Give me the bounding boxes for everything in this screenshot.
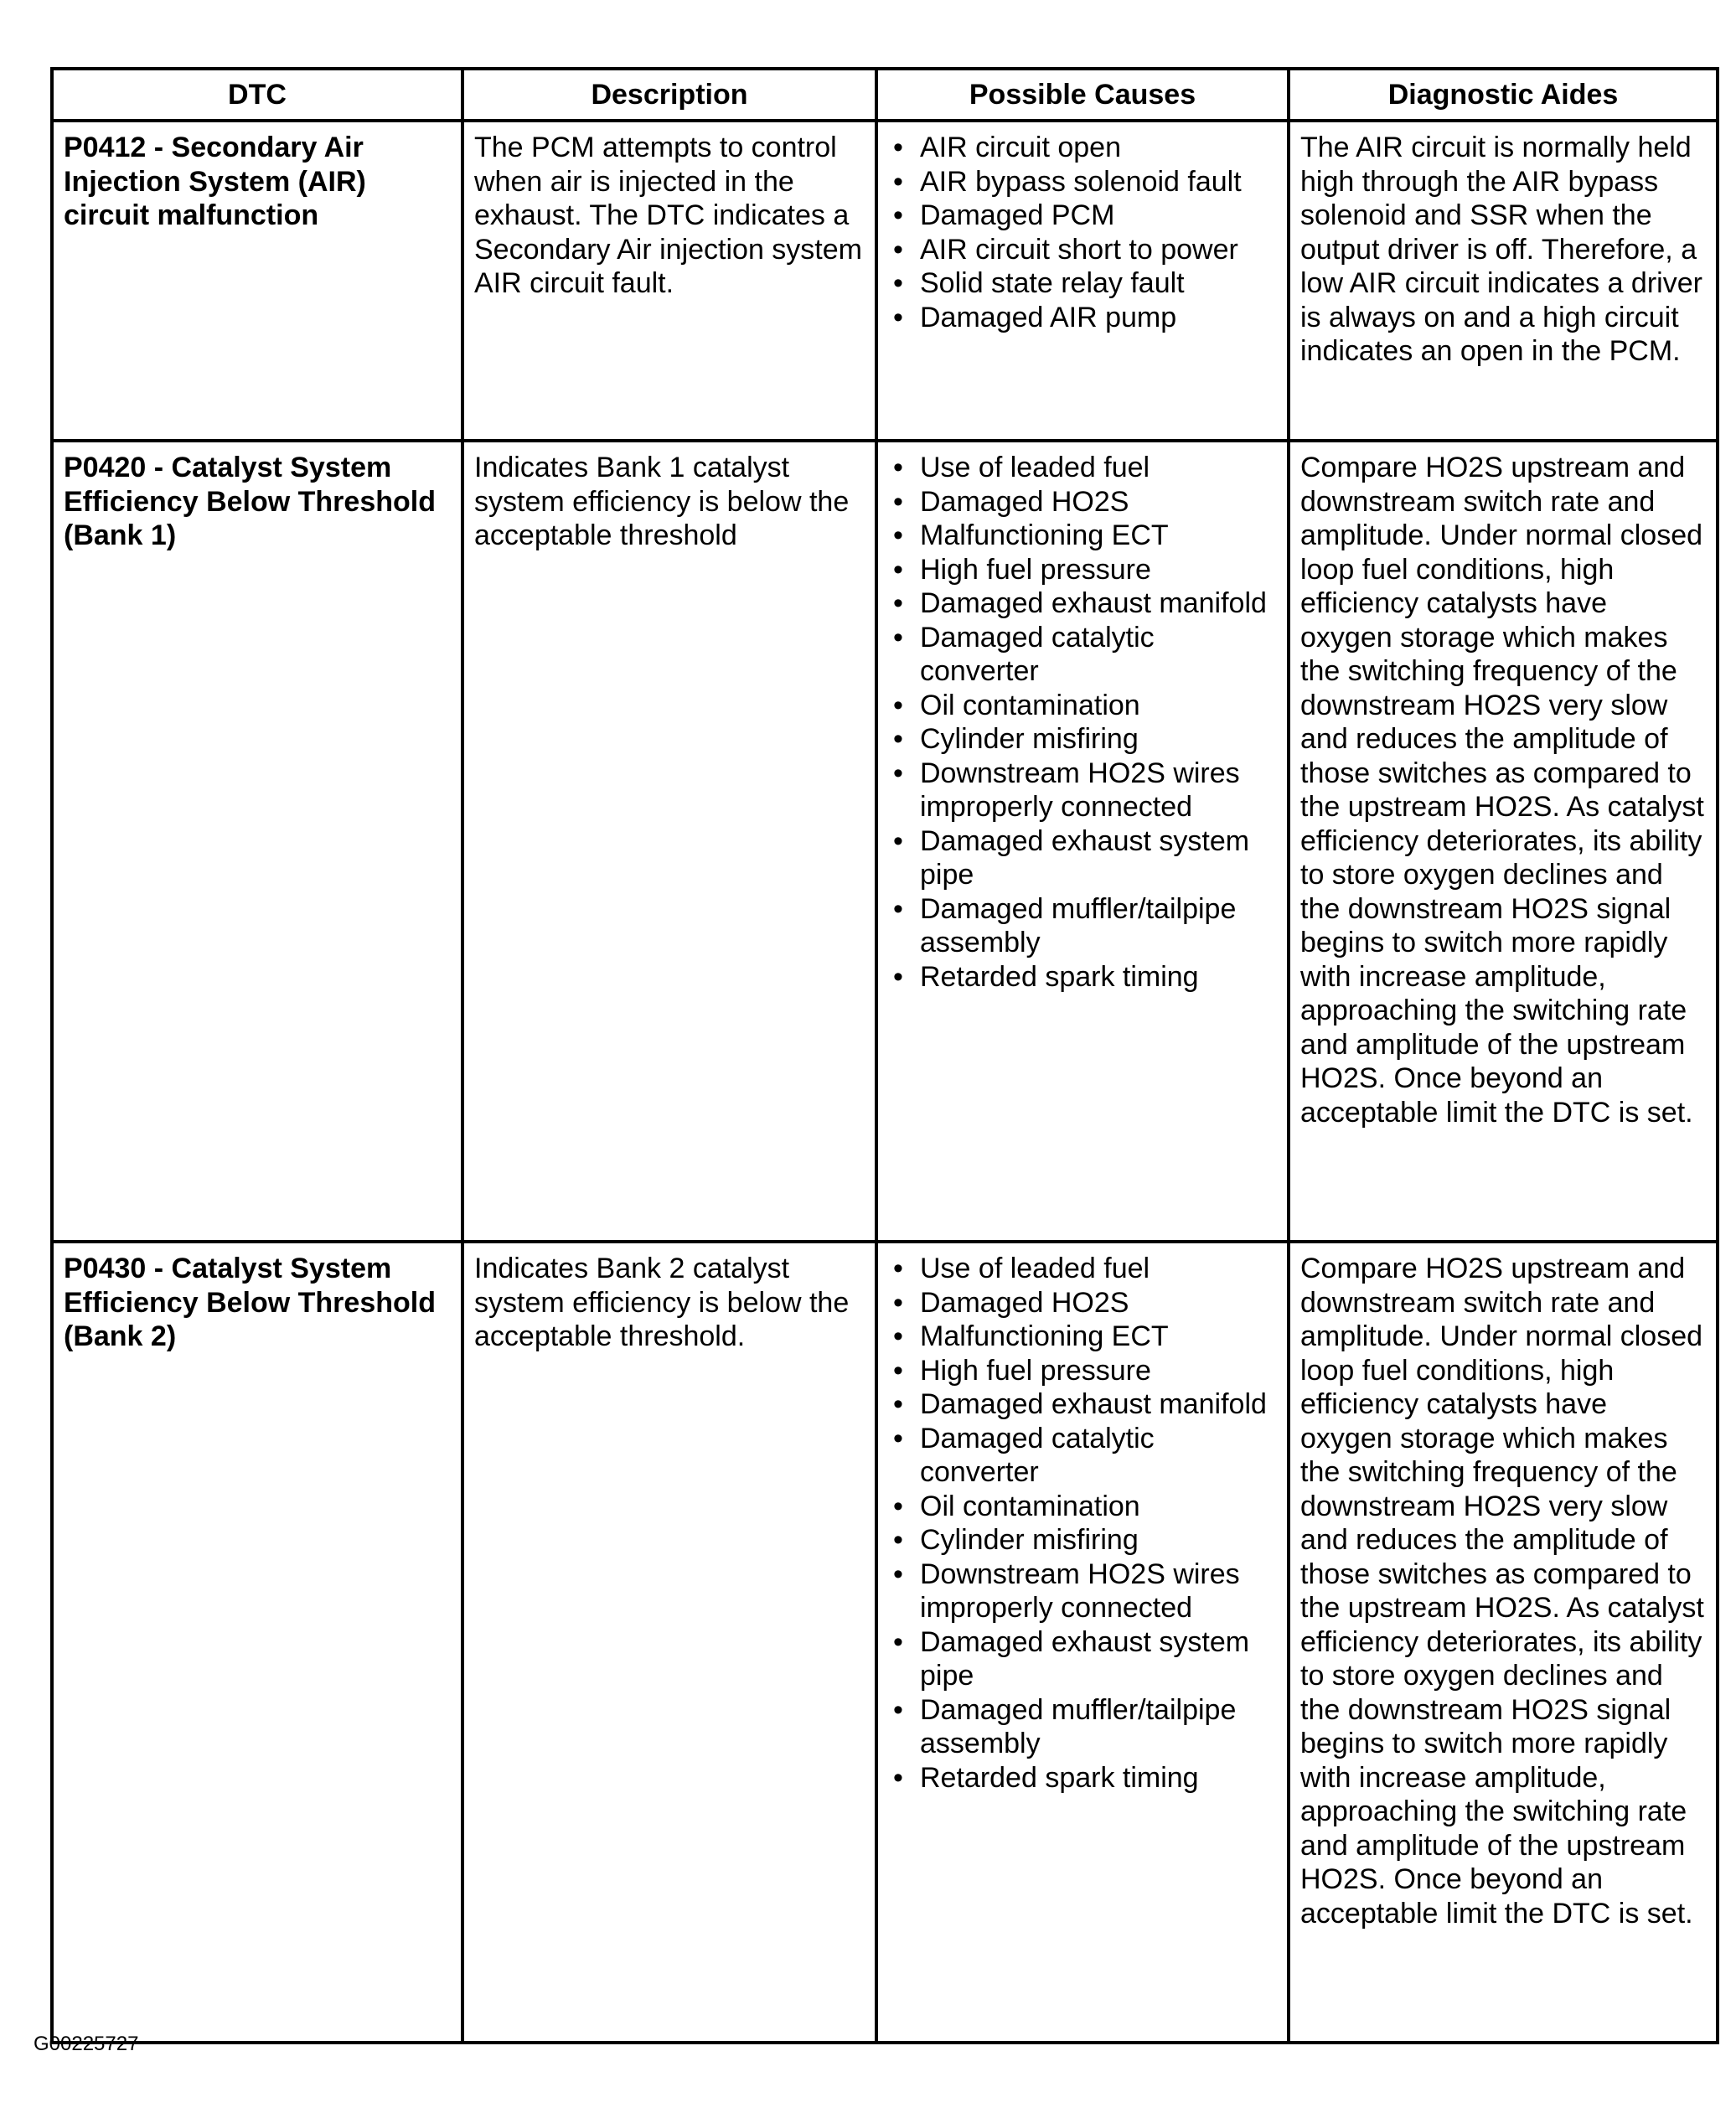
cause-item: • Use of leaded fuel xyxy=(888,1252,1275,1286)
dtc-code-cell: P0412 - Secondary Air Injection System (AIR) circuit malfunction xyxy=(52,121,462,441)
possible-causes-cell xyxy=(876,1242,1289,2043)
cause-item: • Damaged exhaust system pipe xyxy=(888,824,1275,892)
cause-item: • Damaged catalytic converter xyxy=(888,1422,1275,1490)
cause-item: • Damaged HO2S xyxy=(888,485,1275,519)
diagnostic-aides-cell: Compare HO2S upstream and downstream switch rate and amplitude. Under normal closed loop fuel conditions, high efficiency catalysts have oxygen storage which makes the switching frequency of the downstream HO2S very slow and reduces the amplitude of those switches as compared to the upstream HO2S. As catalyst efficiency deteriorates, its ability to store oxygen declines and the downstream HO2S signal begins to switch more rapidly with increase amplitude, approaching the switching rate and amplitude of the upstream HO2S. Once beyond an acceptable limit the DTC is set. xyxy=(1289,1242,1718,2043)
dtc-code-cell: P0420 - Catalyst System Efficiency Below Threshold (Bank 1) xyxy=(52,441,462,1242)
cause-item: • Oil contamination xyxy=(888,1490,1275,1524)
cause-item: • Damaged HO2S xyxy=(888,1286,1275,1320)
description-cell: Indicates Bank 1 catalyst system efficiency is below the acceptable threshold xyxy=(462,441,876,1242)
header-description: Description xyxy=(462,69,876,121)
cause-item: • High fuel pressure xyxy=(888,1354,1275,1388)
cause-item: • Retarded spark timing xyxy=(888,960,1275,995)
table-header-row xyxy=(52,69,1718,121)
cause-item: • Malfunctioning ECT xyxy=(888,519,1275,553)
dtc-table xyxy=(50,67,1719,2044)
causes-list xyxy=(888,451,1275,994)
cause-item: • Damaged exhaust manifold xyxy=(888,1387,1275,1422)
cause-item: • Damaged AIR pump xyxy=(888,301,1275,335)
cause-item: • Damaged exhaust system pipe xyxy=(888,1625,1275,1693)
cause-item: • Cylinder misfiring xyxy=(888,722,1275,757)
possible-causes-cell xyxy=(876,121,1289,441)
figure-id: G00225727 xyxy=(34,2033,139,2055)
cause-item: • Use of leaded fuel xyxy=(888,451,1275,485)
cause-item: • Damaged catalytic converter xyxy=(888,621,1275,689)
header-possible-causes: Possible Causes xyxy=(876,69,1289,121)
causes-list xyxy=(888,1252,1275,1795)
table-row xyxy=(52,121,1718,441)
cause-item: • Downstream HO2S wires improperly connected xyxy=(888,1558,1275,1625)
diagnostic-aides-cell: The AIR circuit is normally held high through the AIR bypass solenoid and SSR when the output driver is off. Therefore, a low AIR circuit indicates a driver is always on and a high circuit indicates an open in the PCM. xyxy=(1289,121,1718,441)
cause-item: • Damaged exhaust manifold xyxy=(888,586,1275,621)
cause-item: • Damaged PCM xyxy=(888,199,1275,233)
possible-causes-cell xyxy=(876,441,1289,1242)
cause-item: • Damaged muffler/tailpipe assembly xyxy=(888,892,1275,960)
cause-item: • Damaged muffler/tailpipe assembly xyxy=(888,1693,1275,1761)
cause-item: • High fuel pressure xyxy=(888,553,1275,587)
cause-item: • Retarded spark timing xyxy=(888,1761,1275,1795)
cause-item: • Malfunctioning ECT xyxy=(888,1320,1275,1354)
header-diagnostic-aides: Diagnostic Aides xyxy=(1289,69,1718,121)
cause-item: • Downstream HO2S wires improperly connected xyxy=(888,757,1275,824)
diagnostic-aides-cell: Compare HO2S upstream and downstream switch rate and amplitude. Under normal closed loop fuel conditions, high efficiency catalysts have oxygen storage which makes the switching frequency of the downstream HO2S very slow and reduces the amplitude of those switches as compared to the upstream HO2S. As catalyst efficiency deteriorates, its ability to store oxygen declines and the downstream HO2S signal begins to switch more rapidly with increase amplitude, approaching the switching rate and amplitude of the upstream HO2S. Once beyond an acceptable limit the DTC is set. xyxy=(1289,441,1718,1242)
cause-item: • Cylinder misfiring xyxy=(888,1523,1275,1558)
table-row xyxy=(52,1242,1718,2043)
cause-item: • Oil contamination xyxy=(888,689,1275,723)
table-row xyxy=(52,441,1718,1242)
cause-item: • Solid state relay fault xyxy=(888,266,1275,301)
header-dtc: DTC xyxy=(52,69,462,121)
cause-item: • AIR bypass solenoid fault xyxy=(888,165,1275,199)
dtc-code-cell: P0430 - Catalyst System Efficiency Below Threshold (Bank 2) xyxy=(52,1242,462,2043)
description-cell: Indicates Bank 2 catalyst system efficiency is below the acceptable threshold. xyxy=(462,1242,876,2043)
cause-item: • AIR circuit open xyxy=(888,131,1275,165)
cause-item: • AIR circuit short to power xyxy=(888,233,1275,267)
description-cell: The PCM attempts to control when air is injected in the exhaust. The DTC indicates a Secondary Air injection system AIR circuit fault. xyxy=(462,121,876,441)
causes-list xyxy=(888,131,1275,334)
